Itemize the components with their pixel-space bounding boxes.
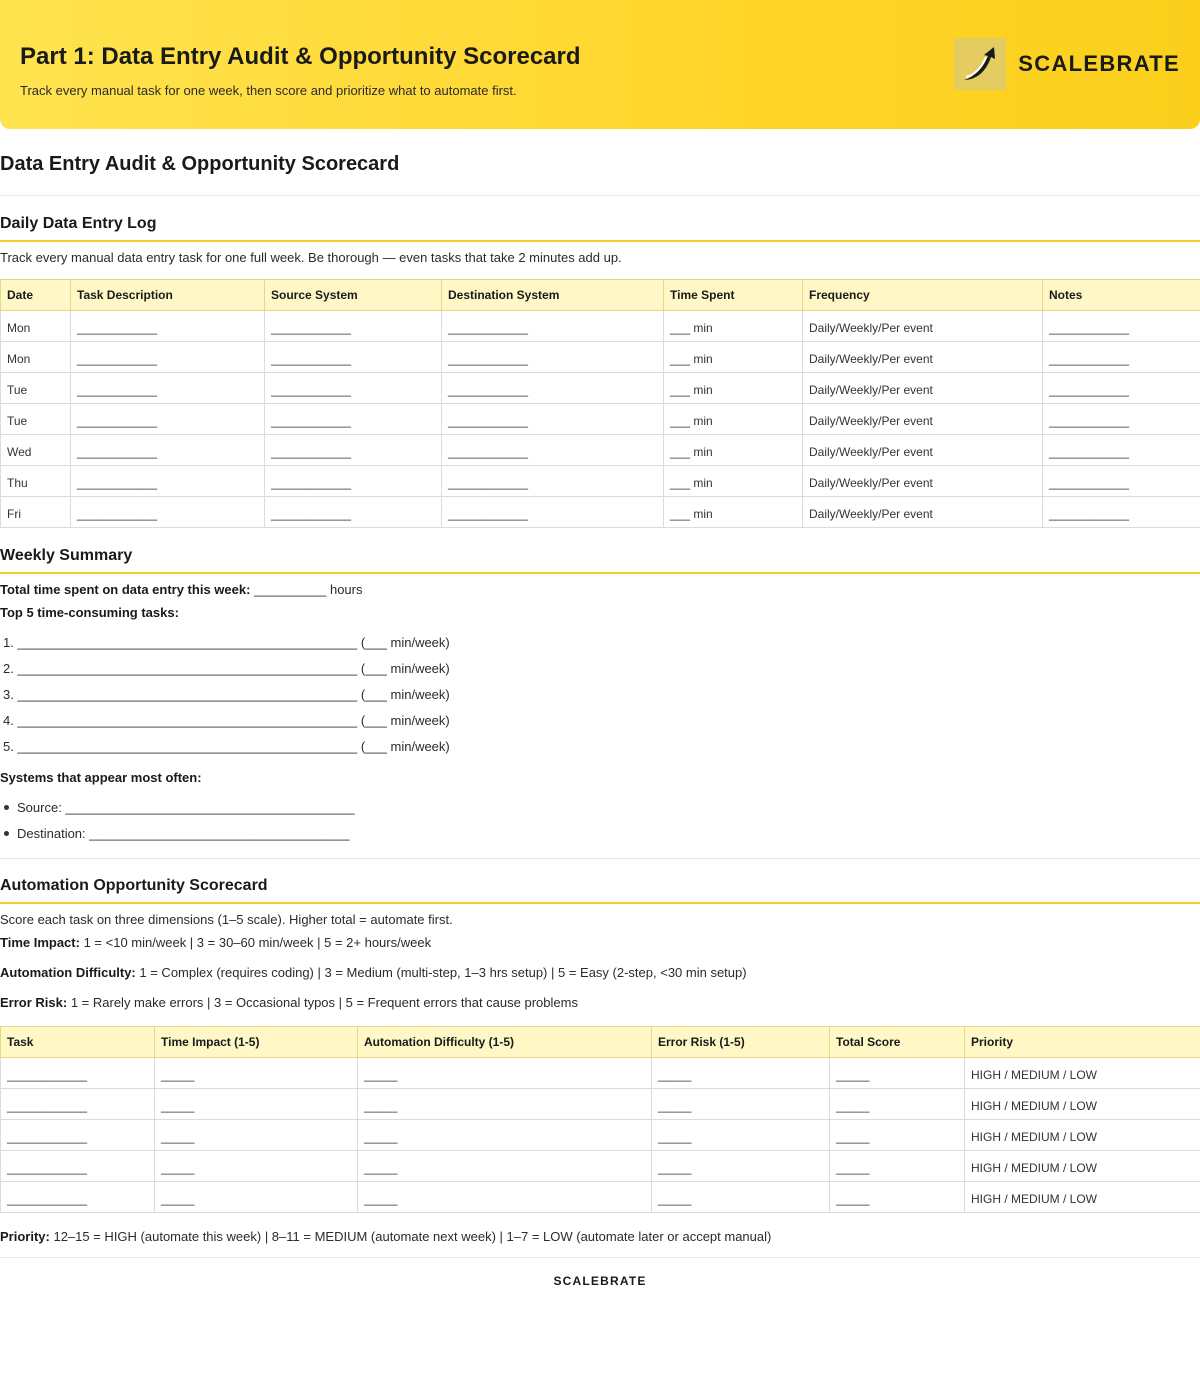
cell-error-risk[interactable]: _____ [652,1120,830,1151]
priority-legend [0,1213,1200,1257]
cell-task[interactable]: ____________ [71,311,265,342]
cell-date: Mon [1,342,71,373]
col-date: Date [1,280,71,311]
top-tasks-label: Top 5 time-consuming tasks: [0,605,179,620]
cell-destination[interactable]: ____________ [442,404,664,435]
cell-time[interactable]: ___ min [664,404,803,435]
cell-destination[interactable]: ____________ [442,497,664,528]
list-item[interactable]: 5. _______________________________________________ (___ min/week) [3,739,450,754]
cell-task[interactable]: ____________ [1,1089,155,1120]
table-header-row [1,280,1200,311]
criterion-label: Time Impact: [0,935,80,950]
cell-task[interactable]: ____________ [71,497,265,528]
cell-priority[interactable]: HIGH / MEDIUM / LOW [965,1089,1200,1120]
criterion-text: 1 = <10 min/week | 3 = 30–60 min/week | 5 = 2+ hours/week [83,935,432,950]
cell-source[interactable]: ____________ [265,404,442,435]
cell-automation-difficulty[interactable]: _____ [358,1089,652,1120]
cell-source[interactable]: ____________ [265,373,442,404]
cell-total-score[interactable]: _____ [830,1089,965,1120]
table-row [1,1151,1200,1182]
cell-time-impact[interactable]: _____ [155,1089,358,1120]
cell-task[interactable]: ____________ [71,342,265,373]
weekly-summary-title: Weekly Summary [0,547,1200,574]
cell-frequency[interactable]: Daily/Weekly/Per event [803,311,1043,342]
list-item[interactable]: 3. _______________________________________________ (___ min/week) [3,687,450,702]
col-frequency: Frequency [803,280,1043,311]
cell-time-impact[interactable]: _____ [155,1182,358,1213]
cell-notes[interactable]: ____________ [1043,373,1200,404]
table-row [1,1089,1200,1120]
cell-time[interactable]: ___ min [664,342,803,373]
list-item[interactable]: 4. _______________________________________________ (___ min/week) [3,713,450,728]
cell-priority[interactable]: HIGH / MEDIUM / LOW [965,1058,1200,1089]
system-destination-line[interactable]: Destination: ____________________________________ [17,825,350,841]
total-time-value[interactable]: __________ hours [254,582,363,597]
col-priority: Priority [965,1027,1200,1058]
criterion-automation-difficulty [0,964,1200,994]
cell-time[interactable]: ___ min [664,435,803,466]
cell-frequency[interactable]: Daily/Weekly/Per event [803,342,1043,373]
priority-label: Priority: [0,1229,50,1244]
col-error-risk: Error Risk (1-5) [652,1027,830,1058]
cell-frequency[interactable]: Daily/Weekly/Per event [803,373,1043,404]
table-header-row [1,1027,1200,1058]
cell-source[interactable]: ____________ [265,342,442,373]
daily-log-title: Daily Data Entry Log [0,215,1200,242]
col-destination-system: Destination System [442,280,664,311]
cell-notes[interactable]: ____________ [1043,404,1200,435]
col-task-description: Task Description [71,280,265,311]
cell-time-impact[interactable]: _____ [155,1058,358,1089]
table-row [1,1058,1200,1089]
bullet-icon [4,831,9,836]
list-item[interactable]: 1. _______________________________________________ (___ min/week) [3,635,450,650]
cell-priority[interactable]: HIGH / MEDIUM / LOW [965,1151,1200,1182]
cell-source[interactable]: ____________ [265,435,442,466]
brand-name: SCALEBRATE [1018,51,1180,76]
cell-destination[interactable]: ____________ [442,435,664,466]
top-tasks-heading [0,604,1200,630]
cell-time[interactable]: ___ min [664,497,803,528]
table-row [1,1120,1200,1151]
document-title: Data Entry Audit & Opportunity Scorecard [0,153,400,175]
criterion-text: 1 = Complex (requires coding) | 3 = Medium (multi-step, 1–3 hrs setup) | 5 = Easy (2-step, <30 min setup) [139,965,747,980]
cell-notes[interactable]: ____________ [1043,342,1200,373]
criterion-text: 1 = Rarely make errors | 3 = Occasional typos | 5 = Frequent errors that cause problems [70,995,578,1010]
cell-source[interactable]: ____________ [265,466,442,497]
cell-notes[interactable]: ____________ [1043,497,1200,528]
cell-priority[interactable]: HIGH / MEDIUM / LOW [965,1120,1200,1151]
page-title: Part 1: Data Entry Audit & Opportunity Scorecard [20,43,581,70]
header-banner [0,0,1200,129]
daily-log-section [0,196,1200,528]
total-time-line [0,574,1200,604]
cell-error-risk[interactable]: _____ [652,1089,830,1120]
table-row [1,497,1200,528]
system-destination-item [0,820,1200,846]
cell-date: Mon [1,311,71,342]
cell-automation-difficulty[interactable]: _____ [358,1120,652,1151]
page-subtitle: Track every manual task for one week, then score and prioritize what to automate first. [20,83,517,98]
cell-task[interactable]: ____________ [71,466,265,497]
table-row [1,1182,1200,1213]
daily-log-intro: Track every manual data entry task for one full week. Be thorough — even tasks that take 2 minutes add up. [0,250,622,265]
cell-frequency[interactable]: Daily/Weekly/Per event [803,466,1043,497]
cell-time-impact[interactable]: _____ [155,1120,358,1151]
criterion-label: Error Risk: [0,995,68,1010]
brand [954,38,1180,90]
cell-destination[interactable]: ____________ [442,373,664,404]
cell-time[interactable]: ___ min [664,373,803,404]
footer-brand: SCALEBRATE [553,1274,647,1288]
cell-time[interactable]: ___ min [664,311,803,342]
cell-task[interactable]: ____________ [71,435,265,466]
cell-task[interactable]: ____________ [1,1120,155,1151]
cell-automation-difficulty[interactable]: _____ [358,1058,652,1089]
scorecard-section [0,859,1200,1257]
bullet-icon [4,805,9,810]
cell-notes[interactable]: ____________ [1043,311,1200,342]
cell-time-impact[interactable]: _____ [155,1151,358,1182]
cell-source[interactable]: ____________ [265,311,442,342]
systems-heading [0,760,1200,794]
scorecard-intro: Score each task on three dimensions (1–5 scale). Higher total = automate first. [0,912,453,927]
col-notes: Notes [1043,280,1200,311]
col-time-spent: Time Spent [664,280,803,311]
cell-automation-difficulty[interactable]: _____ [358,1182,652,1213]
cell-date: Wed [1,435,71,466]
cell-date: Tue [1,373,71,404]
cell-date: Thu [1,466,71,497]
cell-date: Fri [1,497,71,528]
criterion-label: Automation Difficulty: [0,965,136,980]
cell-task[interactable]: ____________ [71,373,265,404]
system-source-line[interactable]: Source: ________________________________________ [17,799,355,815]
cell-frequency[interactable]: Daily/Weekly/Per event [803,435,1043,466]
cell-frequency[interactable]: Daily/Weekly/Per event [803,404,1043,435]
cell-notes[interactable]: ____________ [1043,435,1200,466]
cell-destination[interactable]: ____________ [442,466,664,497]
table-row [1,466,1200,497]
cell-total-score[interactable]: _____ [830,1151,965,1182]
cell-error-risk[interactable]: _____ [652,1182,830,1213]
cell-time[interactable]: ___ min [664,466,803,497]
cell-error-risk[interactable]: _____ [652,1058,830,1089]
col-time-impact: Time Impact (1-5) [155,1027,358,1058]
cell-task[interactable]: ____________ [71,404,265,435]
col-source-system: Source System [265,280,442,311]
table-row [1,404,1200,435]
list-item[interactable]: 2. _______________________________________________ (___ min/week) [3,661,450,676]
cell-automation-difficulty[interactable]: _____ [358,1151,652,1182]
rising-arrow-logo-icon [954,38,1006,90]
cell-total-score[interactable]: _____ [830,1182,965,1213]
system-source-item [0,794,1200,820]
cell-total-score[interactable]: _____ [830,1120,965,1151]
cell-source[interactable]: ____________ [265,497,442,528]
cell-total-score[interactable]: _____ [830,1058,965,1089]
table-row [1,311,1200,342]
cell-priority[interactable]: HIGH / MEDIUM / LOW [965,1182,1200,1213]
cell-task[interactable]: ____________ [1,1058,155,1089]
cell-task[interactable]: ____________ [1,1151,155,1182]
cell-destination[interactable]: ____________ [442,311,664,342]
cell-date: Tue [1,404,71,435]
weekly-summary-section [0,528,1200,846]
systems-label: Systems that appear most often: [0,770,202,785]
scorecard-table [0,1026,1200,1213]
cell-error-risk[interactable]: _____ [652,1151,830,1182]
cell-notes[interactable]: ____________ [1043,466,1200,497]
col-total-score: Total Score [830,1027,965,1058]
priority-text: 12–15 = HIGH (automate this week) | 8–11 = MEDIUM (automate next week) | 1–7 = LOW (automate later or accept manual) [53,1229,772,1244]
cell-task[interactable]: ____________ [1,1182,155,1213]
table-row [1,373,1200,404]
criterion-time-impact [0,934,1200,964]
top-tasks-list [0,630,1200,760]
table-row [1,342,1200,373]
total-time-label: Total time spent on data entry this week: [0,582,251,597]
table-row [1,435,1200,466]
col-task: Task [1,1027,155,1058]
scorecard-title: Automation Opportunity Scorecard [0,877,1200,904]
criterion-error-risk [0,994,1200,1026]
daily-log-table [0,279,1200,528]
col-automation-difficulty: Automation Difficulty (1-5) [358,1027,652,1058]
cell-frequency[interactable]: Daily/Weekly/Per event [803,497,1043,528]
cell-destination[interactable]: ____________ [442,342,664,373]
